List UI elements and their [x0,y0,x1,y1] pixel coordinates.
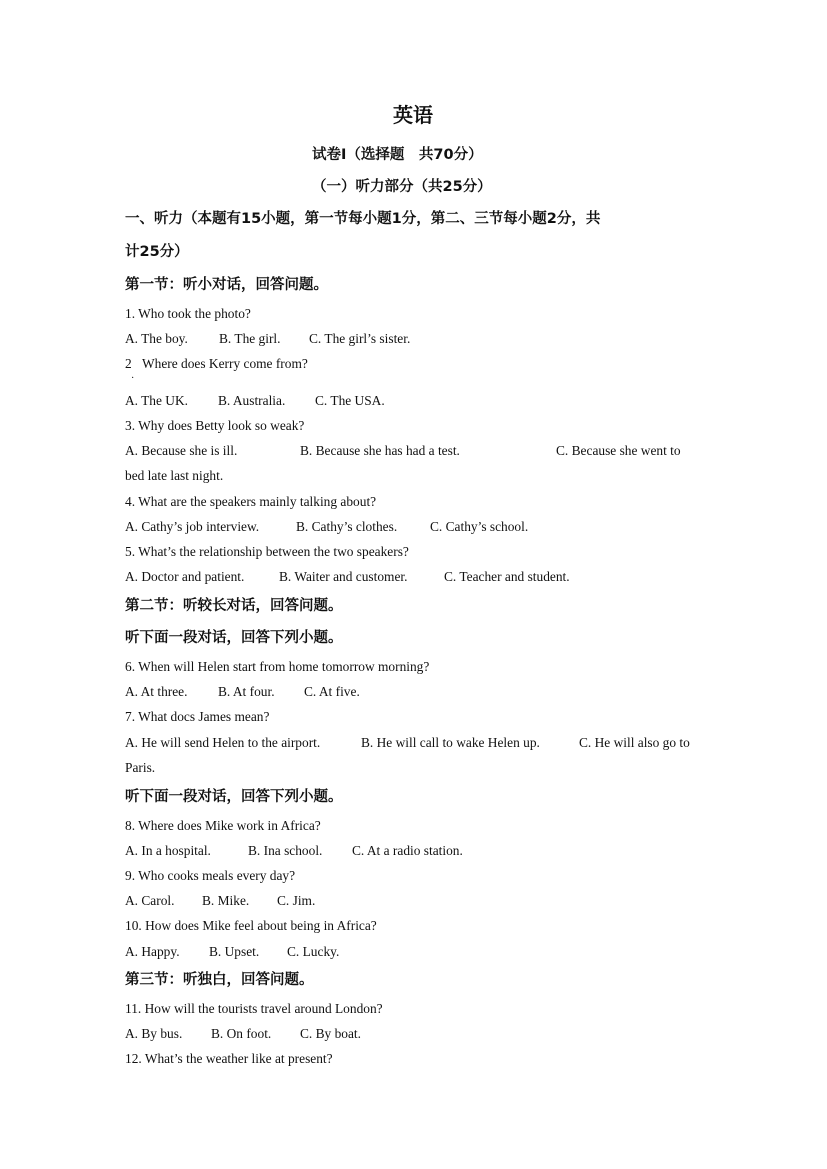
q9-option-c: C. Jim. [277,893,316,908]
q5-option-c: C. Teacher and student. [444,569,570,584]
q4-option-b: B. Cathy’s clothes. [296,519,398,534]
q2-option-a: A. The UK. [125,393,188,408]
q7-option-c-continued: Paris. [125,760,156,775]
q7-option-a: A. He will send Helen to the airport. [125,735,321,750]
question-2-number: 2 [125,356,132,371]
q9-option-b: B. Mike. [202,893,250,908]
q11-option-a: A. By bus. [125,1026,183,1041]
question-9: 9. Who cooks meals every day? [125,868,296,883]
q6-option-b: B. At four. [218,684,275,699]
dialog-instruction-2: 听下面一段对话，回答下列小题。 [125,789,343,805]
q8-option-c: C. At a radio station. [352,843,463,858]
q10-option-c: C. Lucky. [287,944,340,959]
q3-option-c: C. Because she went to [556,443,681,458]
q2-option-b: B. Australia. [218,393,286,408]
q6-option-a: A. At three. [125,684,188,699]
q6-option-c: C. At five. [304,684,360,699]
section2-heading: 第二节：听较长对话，回答问题。 [125,598,343,614]
question-10: 10. How does Mike feel about being in Africa? [125,918,377,933]
q10-option-a: A. Happy. [125,944,180,959]
q5-option-a: A. Doctor and patient. [125,569,245,584]
question-12: 12. What’s the weather like at present? [125,1051,333,1066]
section3-heading: 第三节：听独白，回答问题。 [125,972,314,988]
q1-option-b: B. The girl. [219,331,281,346]
q11-option-b: B. On foot. [211,1026,272,1041]
q4-option-c: C. Cathy’s school. [430,519,529,534]
q7-option-c: C. He will also go to [579,735,690,750]
q3-option-c-continued: bed late last night. [125,468,224,483]
q1-option-c: C. The girl’s sister. [309,331,411,346]
q7-option-b: B. He will call to wake Helen up. [361,735,540,750]
q2-option-c: C. The USA. [315,393,385,408]
q8-option-a: A. In a hospital. [125,843,211,858]
question-8: 8. Where does Mike work in Africa? [125,818,321,833]
listening-part-heading: （一）听力部分（共25分） [312,179,492,195]
q9-option-a: A. Carol. [125,893,175,908]
q1-option-a: A. The boy. [125,331,188,346]
question-11: 11. How will the tourists travel around London? [125,1001,383,1016]
question-2: Where does Kerry come from? [142,356,308,371]
listening-instruction-line1: 一、听力（本题有15小题，第一节每小题1分，第二、三节每小题2分，共 [125,211,601,227]
paper-part-heading: 试卷Ⅰ（选择题 共70分） [312,147,483,163]
section1-heading: 第一节：听小对话，回答问题。 [125,277,328,293]
q10-option-b: B. Upset. [209,944,260,959]
q8-option-b: B. Ina school. [248,843,323,858]
dialog-instruction-1: 听下面一段对话，回答下列小题。 [125,630,343,646]
question-7: 7. What docs James mean? [125,709,270,724]
q3-option-b: B. Because she has had a test. [300,443,460,458]
question-3: 3. Why does Betty look so weak? [125,418,305,433]
q11-option-c: C. By boat. [300,1026,362,1041]
page-title: 英语 [393,103,433,127]
question-1: 1. Who took the photo? [125,306,251,321]
q4-option-a: A. Cathy’s job interview. [125,519,260,534]
q3-option-a: A. Because she is ill. [125,443,238,458]
stray-mark: · [131,373,135,384]
listening-instruction-line2: 计25分） [125,244,189,260]
question-5: 5. What’s the relationship between the two speakers? [125,544,409,559]
question-6: 6. When will Helen start from home tomorrow morning? [125,659,430,674]
question-4: 4. What are the speakers mainly talking about? [125,494,377,509]
q5-option-b: B. Waiter and customer. [279,569,408,584]
